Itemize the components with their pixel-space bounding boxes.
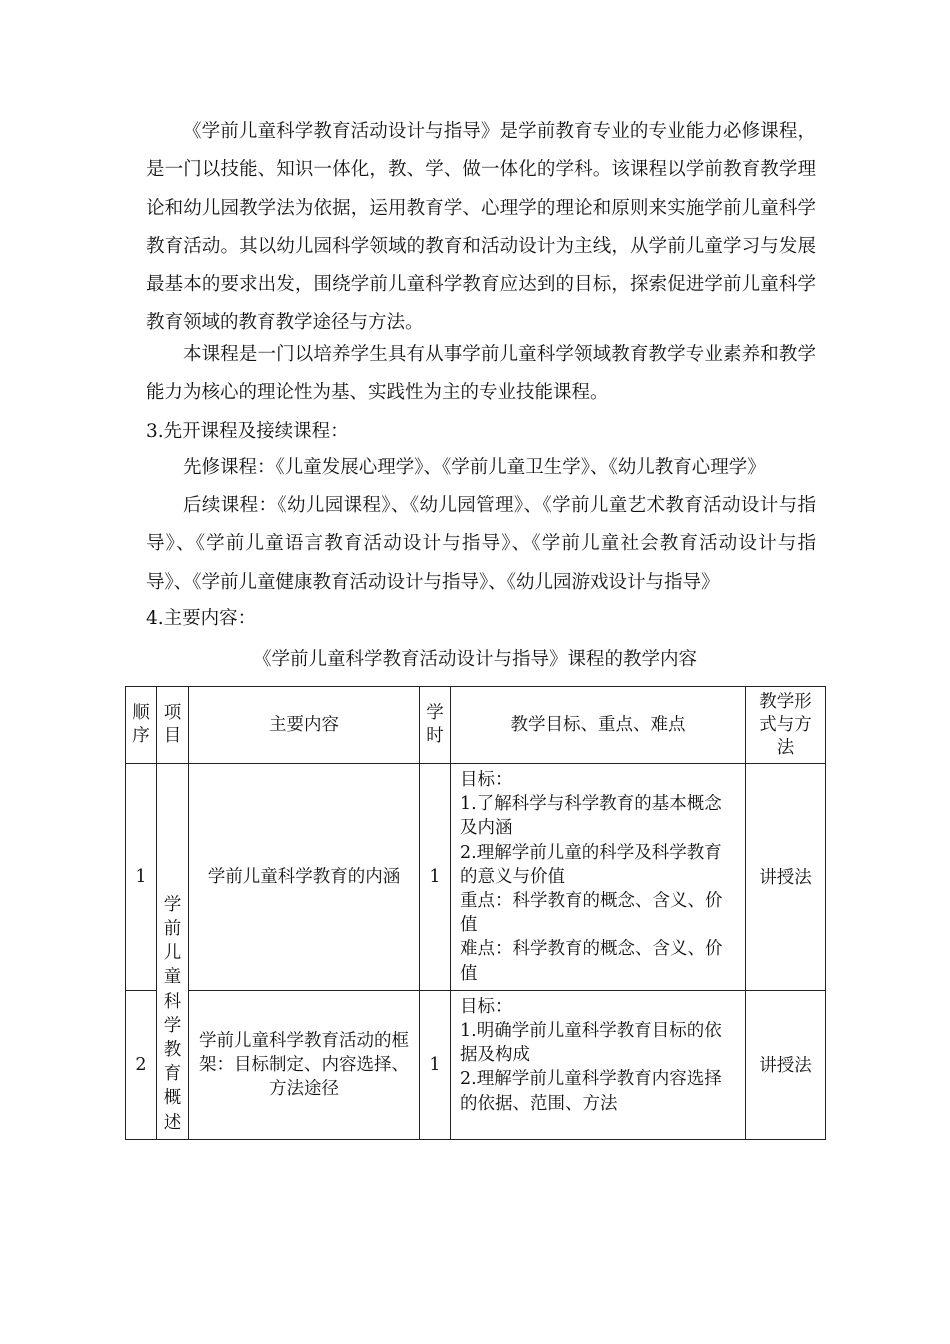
goal-line: 目标： (460, 770, 513, 790)
project-name-cell (157, 764, 189, 1140)
project-char: 教 (163, 1040, 182, 1061)
project-char: 学 (163, 1015, 182, 1036)
project-char: 学 (163, 894, 182, 915)
table-row (126, 990, 826, 1139)
project-char: 概 (163, 1088, 182, 1109)
row-method: 讲授法 (746, 764, 826, 991)
follow-up-courses: 后续课程：《幼儿园课程》、《幼儿园管理》、《学前儿童艺术教育活动设计与指导》、《学前儿童语言教育活动设计与指导》、《学前儿童社会教育活动设计与指导》、《学前儿童健康教育活动设计与指导》、《幼儿园游戏设计与指导》 (146, 495, 816, 593)
row-main-content: 学前儿童科学教育的内涵 (189, 764, 420, 991)
difficulty-line: 难点：科学教育的概念、含义、价值 (460, 939, 723, 984)
goal-line: 1.了解科学与科学教育的基本概念及内涵 (460, 794, 722, 839)
row-order: 2 (126, 990, 157, 1139)
intro-paragraph-1: 《学前儿童科学教育活动设计与指导》是学前教育专业的专业能力必修课程，是一门以技能、知识一体化，教、学、做一体化的学科。该课程以学前教育教学理论和幼儿园教学法为依据，运用教育学、心理学的理论和原则来实施学前儿童科学教育活动。其以幼儿园科学领域的教育和活动设计为主线，从学前儿童学习与发展最基本的要求出发，围绕学前儿童科学教育应达到的目标，探索促进学前儿童科学教育领域的教育教学途径与方法。 (146, 121, 816, 334)
row-method: 讲授法 (746, 990, 826, 1139)
prerequisite-courses: 先修课程：《儿童发展心理学》、《学前儿童卫生学》、《幼儿教育心理学》 (183, 457, 766, 478)
project-char: 前 (163, 919, 182, 939)
row-main-content: 学前儿童科学教育活动的框架：目标制定、内容选择、方法途径 (189, 990, 420, 1139)
row-goals (451, 990, 746, 1139)
header-main-content: 主要内容 (189, 687, 420, 764)
header-project: 项目 (157, 687, 189, 764)
key-point-line: 重点：科学教育的概念、含义、价值 (460, 891, 723, 936)
project-char: 科 (163, 991, 182, 1012)
goal-line: 1.明确学前儿童科学教育目标的依据及构成 (460, 1021, 722, 1066)
intro-paragraph-2: 本课程是一门以培养学生具有从事学前儿童科学领域教育教学专业素养和教学能力为核心的理论性为基、实践性为主的专业技能课程。 (146, 344, 816, 404)
row-hours: 1 (420, 764, 451, 991)
goal-line: 目标： (460, 996, 513, 1017)
row-hours: 1 (420, 990, 451, 1139)
project-char: 童 (163, 967, 182, 988)
header-goals: 教学目标、重点、难点 (451, 687, 746, 764)
goal-line: 2.理解学前儿童科学教育内容选择的依据、范围、方法 (460, 1069, 722, 1114)
course-content-table (125, 686, 826, 1140)
header-method: 教学形式与方法 (746, 687, 826, 764)
header-order: 顺序 (126, 687, 157, 764)
table-header-row (126, 687, 826, 764)
row-order: 1 (126, 764, 157, 991)
table-caption: 《学前儿童科学教育活动设计与指导》课程的教学内容 (252, 649, 697, 670)
project-char: 育 (163, 1064, 182, 1085)
project-char: 儿 (163, 943, 182, 964)
section-4-heading: 4.主要内容： (146, 608, 257, 629)
section-3-heading: 3.先开课程及接续课程： (146, 421, 349, 442)
project-char: 述 (163, 1112, 182, 1133)
header-hours: 学时 (420, 687, 451, 764)
goal-line: 2.理解学前儿童的科学及科学教育的意义与价值 (460, 842, 722, 887)
row-goals (451, 764, 746, 991)
table-row (126, 764, 826, 991)
